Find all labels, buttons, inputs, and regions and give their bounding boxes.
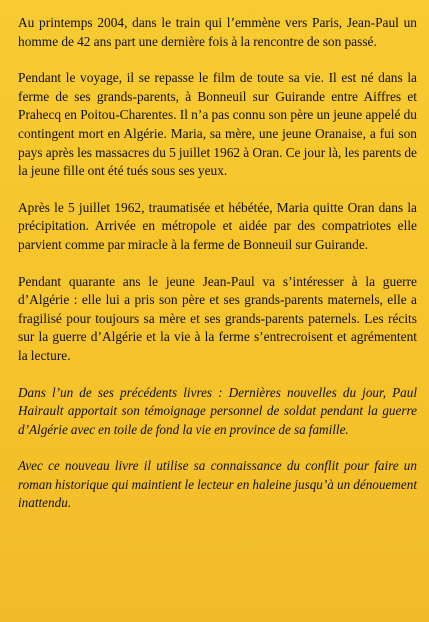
paragraph-gap <box>18 255 417 273</box>
paragraph-maria: Après le 5 juillet 1962, traumatisée et hébétée, Maria quitte Oran dans la précipitation. Arrivée en métropole et aidée par des compatriotes elle parvient comme par miracle à la ferme de Bonneuil sur Guirande. <box>18 199 417 252</box>
paragraph-gap <box>18 181 417 199</box>
paragraph-gap <box>18 439 417 457</box>
paragraph-gap <box>18 366 417 384</box>
paragraph-previous-book: Dans l’un de ses précédents livres : Dernières nouvelles du jour, Paul Hairault apportait son témoignage personnel de soldat pendant la guerre d’Algérie avec en toile de fond la vie en province de sa famille. <box>18 384 417 437</box>
paragraph-guerre: Pendant quarante ans le jeune Jean-Paul va s’intéresser à la guerre d’Algérie : elle lui a pris son père et ses grands-parents maternels, elle a fragilisé pour toujours sa mère et ses grands-parents paternels. Les récits sur la guerre d’Algérie et la vie à la ferme s’entrecroisent et agrémentent la lecture. <box>18 273 417 363</box>
paragraph-intro: Au printemps 2004, dans le train qui l’emmène vers Paris, Jean-Paul un homme de 42 ans part une dernière fois à la rencontre de son passé. <box>18 15 417 49</box>
paragraph-new-book: Avec ce nouveau livre il utilise sa connaissance du conflit pour faire un roman historique qui maintient le lecteur en haleine jusqu’à un dénouement inattendu. <box>18 458 417 511</box>
paragraph-voyage: Pendant le voyage, il se repasse le film de toute sa vie. Il est né dans la ferme de ses grands-parents, à Bonneuil sur Guirande entre Aiffres et Prahecq en Poitou-Charentes. Il n’a pas connu son père un jeune appelé du contingent mort en Algérie. Maria, sa mère, une jeune Oranaise, a fui son pays après les massacres du 5 juillet 1962 à Oran. Ce jour là, les parents de la jeune fille ont été tués sous ses yeux. <box>18 70 417 179</box>
paragraph-gap <box>18 51 417 69</box>
